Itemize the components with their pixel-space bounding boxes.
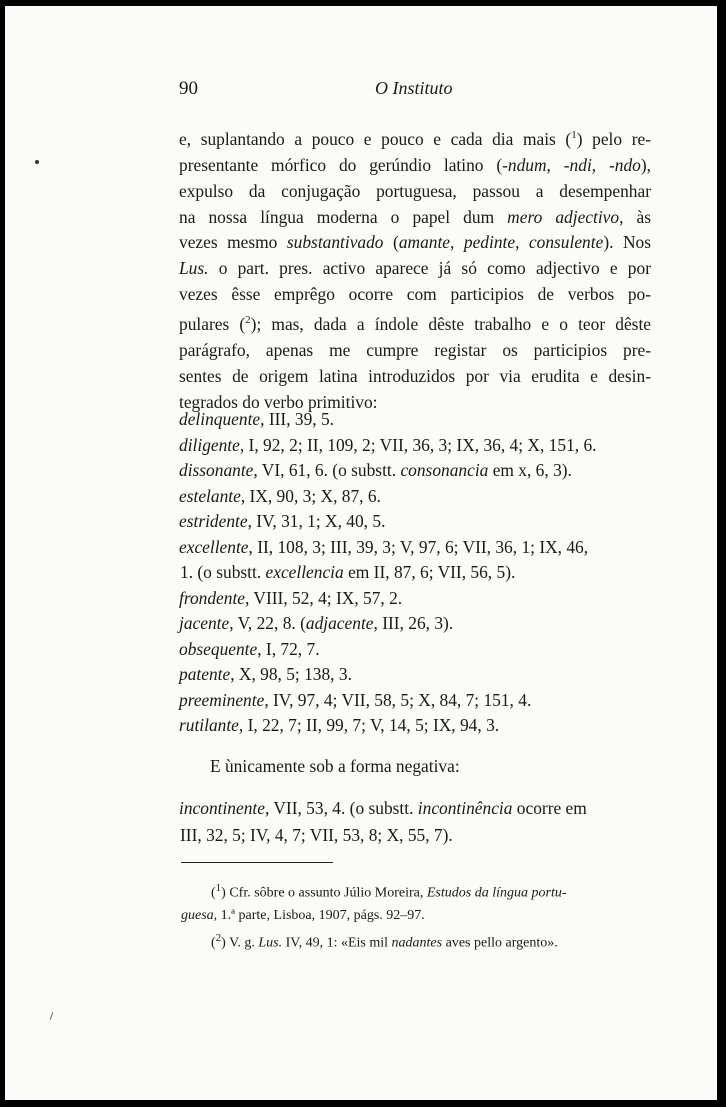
margin-speck xyxy=(35,160,39,164)
text-segment: , VII, 53, 4. (o substt. xyxy=(264,798,418,818)
body-line xyxy=(179,364,651,390)
text-segment: IV, 49, 1: «Eis mil xyxy=(282,935,392,951)
text-segment: , X, 98, 5; 138, 3. xyxy=(230,664,352,684)
text-segment: ) pelo re- xyxy=(576,128,651,149)
text-segment: ( xyxy=(211,935,216,951)
italic-text: substantivado xyxy=(286,232,384,253)
text-segment: , I, 72, 7. xyxy=(257,638,320,659)
margin-speck xyxy=(50,1012,54,1020)
text-segment: ocorre em xyxy=(512,798,587,818)
citation-entry xyxy=(179,713,651,739)
citation-entry xyxy=(179,509,651,535)
text-segment: na nossa língua moderna o papel dum xyxy=(179,206,508,227)
text-segment: vezes mesmo xyxy=(179,232,287,253)
text-segment: ) Cfr. sôbre o assunto Júlio Moreira, xyxy=(221,885,427,901)
text-segment: o part. pres. activo aparece já só como adjectivo e por xyxy=(208,258,651,279)
citation-entry xyxy=(179,662,651,688)
footnote-line xyxy=(181,905,627,927)
italic-text: excellencia xyxy=(265,562,344,582)
italic-text: amante, pedinte, consulente xyxy=(398,232,604,253)
italic-text: Estudos da língua portu- xyxy=(426,885,567,901)
citation-entry xyxy=(179,637,651,663)
citation-entry xyxy=(179,407,651,433)
italic-text: mero adjectivo xyxy=(507,206,620,227)
body-line xyxy=(179,230,651,256)
italic-text: Lus. xyxy=(179,258,209,279)
text-segment: presentante mórfico do gerúndio latino ( xyxy=(179,154,503,175)
citation-entry xyxy=(179,795,651,822)
body-line xyxy=(179,282,651,308)
body-paragraph xyxy=(179,123,651,416)
italic-text: delinquente xyxy=(179,409,261,429)
italic-text: Lus. xyxy=(258,935,283,951)
text-segment: , 1.ª parte, Lisboa, 1907, págs. 92–97. xyxy=(213,907,425,923)
italic-text: dissonante xyxy=(179,460,254,480)
italic-text: estelante xyxy=(179,485,241,506)
italic-text: nadantes xyxy=(391,935,443,951)
body-line xyxy=(179,153,651,179)
citation-list xyxy=(179,407,651,739)
text-segment: em x, 6, 3). xyxy=(488,460,572,480)
text-segment: , IV, 31, 1; X, 40, 5. xyxy=(247,511,386,531)
text-segment: , VI, 61, 6. (o substt. xyxy=(253,460,401,480)
footnote-mark: 2 xyxy=(245,314,251,327)
page-number: 90 xyxy=(179,78,198,99)
footnote-line xyxy=(181,877,627,905)
text-segment: sentes de origem latina introduzidos por via erudita e desin- xyxy=(179,365,651,386)
italic-text: consonancia xyxy=(400,460,489,480)
italic-text: frondente xyxy=(179,587,246,608)
text-segment: aves pello argento». xyxy=(442,935,558,951)
negative-form-intro: E ùnicamente sob a forma negativa: xyxy=(210,756,460,776)
footnote-rule xyxy=(181,862,333,863)
text-segment: ); mas, dada a índole dêste trabalho e o teor dêste xyxy=(250,313,651,334)
body-line xyxy=(179,338,651,364)
page-header xyxy=(179,78,651,104)
text-segment: , II, 108, 3; III, 39, 3; V, 97, 6; VII, 36, 1; IX, 46, xyxy=(248,536,589,557)
italic-text: rutilante xyxy=(179,715,239,735)
citation-entry xyxy=(179,433,651,459)
italic-text: adjacente xyxy=(305,613,374,633)
text-segment: , IX, 90, 3; X, 87, 6. xyxy=(240,485,381,506)
citation-entry xyxy=(179,458,651,484)
citation-entry xyxy=(179,822,651,849)
text-segment: vezes êsse emprêgo ocorre com participios de verbos po- xyxy=(179,284,651,305)
footnotes xyxy=(181,877,627,954)
negative-citation xyxy=(179,795,651,849)
body-line xyxy=(179,308,651,338)
italic-text: obsequente xyxy=(179,638,258,659)
text-segment: parágrafo, apenas me cumpre registar os participios pre- xyxy=(179,339,651,360)
text-segment: e, suplantando a pouco e pouco e cada dia mais ( xyxy=(179,128,572,149)
text-segment: , às xyxy=(619,206,652,227)
text-segment: , III, 26, 3). xyxy=(373,613,454,633)
text-segment: ), xyxy=(640,154,652,175)
italic-text: excellente xyxy=(179,536,249,557)
italic-text: incontinência xyxy=(417,798,513,818)
text-segment: , IV, 97, 4; VII, 58, 5; X, 84, 7; 151, 4. xyxy=(264,689,532,710)
italic-text: -ndum, -ndi, -ndo xyxy=(502,154,641,175)
text-segment: , I, 22, 7; II, 99, 7; V, 14, 5; IX, 94, 3. xyxy=(238,715,500,735)
body-line xyxy=(179,256,651,282)
italic-text: incontinente xyxy=(179,798,265,818)
body-line xyxy=(179,205,651,231)
footnote-mark: 1 xyxy=(215,882,222,894)
text-segment: pulares ( xyxy=(179,313,246,334)
text-segment: , I, 92, 2; II, 109, 2; VII, 36, 3; IX, 36, 4; X, 151, 6. xyxy=(239,434,597,455)
text-segment: , III, 39, 5. xyxy=(260,409,335,429)
citation-entry xyxy=(179,560,651,586)
citation-entry xyxy=(179,484,651,510)
text-segment: ) V. g. xyxy=(221,935,259,951)
text-segment: , V, 22, 8. ( xyxy=(229,613,306,633)
body-line xyxy=(179,123,651,153)
footnote-mark: 2 xyxy=(215,931,222,944)
body-line xyxy=(179,179,651,205)
footnote-line xyxy=(181,927,627,955)
citation-entry xyxy=(179,535,651,561)
citation-entry xyxy=(179,611,651,637)
text-segment: III, 32, 5; IV, 4, 7; VII, 53, 8; X, 55, 7). xyxy=(180,825,453,845)
text-segment: ). Nos xyxy=(603,232,651,253)
text-segment: 1. (o substt. xyxy=(180,562,266,582)
italic-text: patente xyxy=(179,664,231,684)
footnote-mark: 1 xyxy=(571,129,577,141)
book-page xyxy=(5,6,717,1100)
text-segment: ( xyxy=(383,232,399,253)
running-title: O Instituto xyxy=(375,78,453,98)
text-segment: expulso da conjugação portuguesa, passou a desempenhar xyxy=(179,180,651,201)
citation-entry xyxy=(179,688,651,714)
italic-text: guesa xyxy=(181,907,214,923)
text-segment: tegrados do verbo primitivo: xyxy=(179,391,378,412)
italic-text: diligente xyxy=(179,434,240,455)
citation-entry xyxy=(179,586,651,612)
italic-text: jacente xyxy=(179,613,230,633)
italic-text: preeminente xyxy=(179,689,265,710)
text-segment: , VIII, 52, 4; IX, 57, 2. xyxy=(245,587,403,608)
text-segment: ( xyxy=(211,885,216,901)
text-segment: em II, 87, 6; VII, 56, 5). xyxy=(343,562,516,582)
italic-text: estridente xyxy=(179,511,248,531)
